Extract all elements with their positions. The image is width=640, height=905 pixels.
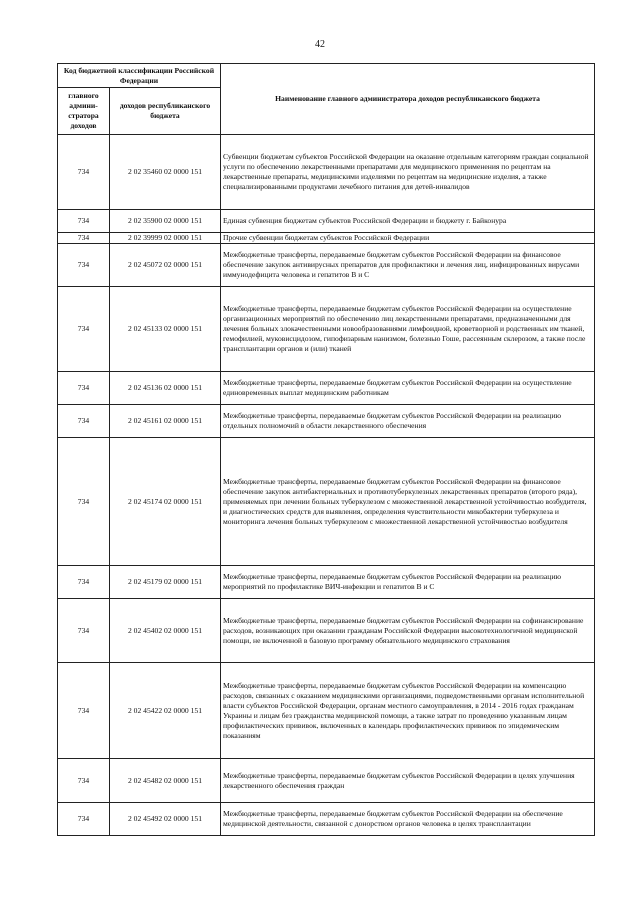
name-cell: Межбюджетные трансферты, передаваемые бюджетам субъектов Российской Федерации в целях улучшения лекарственного обеспечения граждан [221, 759, 595, 803]
table-body [58, 64, 595, 836]
table-row [58, 210, 595, 233]
table-row [58, 566, 595, 599]
code-cell: 2 02 45133 02 0000 151 [110, 287, 221, 372]
table-row [58, 135, 595, 210]
name-cell: Межбюджетные трансферты, передаваемые бюджетам субъектов Российской Федерации на реализацию отдельных полномочий в области лекарственного обеспечения [221, 405, 595, 438]
code-cell: 2 02 45482 02 0000 151 [110, 759, 221, 803]
admin-cell: 734 [58, 663, 110, 759]
code-cell: 2 02 45072 02 0000 151 [110, 244, 221, 287]
code-cell: 2 02 45161 02 0000 151 [110, 405, 221, 438]
admin-cell: 734 [58, 566, 110, 599]
name-cell: Единая субвенция бюджетам субъектов Российской Федерации и бюджету г. Байконура [221, 210, 595, 233]
header-col-name: Наименование главного администратора доходов республиканского бюджета [221, 64, 595, 135]
name-cell: Межбюджетные трансферты, передаваемые бюджетам субъектов Российской Федерации на финансовое обеспечение закупок антибактериальных и противотуберкулезных лекарственных препаратов (второго ряда), применяемых при лечении больных туберкулезом с множественной лекарственной устойчивостью возбудителя, и диагностических средств для выявления, определения чувствительности микобактерии туберкулеза и мониторинга лечения больных туберкулезом с множественной лекарственной устойчивостью возбудителя [221, 438, 595, 566]
name-cell: Межбюджетные трансферты, передаваемые бюджетам субъектов Российской Федерации на обеспечение медицинской деятельности, связанной с донорством органов человека в целях трансплантации [221, 803, 595, 836]
name-cell: Прочие субвенции бюджетам субъектов Российской Федерации [221, 233, 595, 244]
code-cell: 2 02 39999 02 0000 151 [110, 233, 221, 244]
table-row [58, 759, 595, 803]
code-cell: 2 02 45422 02 0000 151 [110, 663, 221, 759]
table-row [58, 372, 595, 405]
table-row [58, 803, 595, 836]
name-cell: Межбюджетные трансферты, передаваемые бюджетам субъектов Российской Федерации на осуществление организационных мероприятий по обеспечению лиц лекарственными препаратами, предназначенными для лечения больных злокачественными новообразованиями лимфоидной, кроветворной и родственных им тканей, гемофилией, муковисцидозом, гипофизарным нанизмом, болезнью Гоше, рассеянным склерозом, а также после трансплантации органов и (или) тканей [221, 287, 595, 372]
code-cell: 2 02 45174 02 0000 151 [110, 438, 221, 566]
admin-cell: 734 [58, 210, 110, 233]
admin-cell: 734 [58, 405, 110, 438]
header-col-code: доходов республиканского бюджета [110, 88, 221, 135]
admin-cell: 734 [58, 759, 110, 803]
admin-cell: 734 [58, 135, 110, 210]
table-row [58, 287, 595, 372]
header-row-group [58, 64, 595, 88]
table-row [58, 233, 595, 244]
code-cell: 2 02 45136 02 0000 151 [110, 372, 221, 405]
name-cell: Межбюджетные трансферты, передаваемые бюджетам субъектов Российской Федерации на реализацию мероприятий по профилактике ВИЧ-инфекции и гепатитов В и С [221, 566, 595, 599]
code-cell: 2 02 45402 02 0000 151 [110, 599, 221, 663]
admin-cell: 734 [58, 803, 110, 836]
table-row [58, 405, 595, 438]
admin-cell: 734 [58, 244, 110, 287]
code-cell: 2 02 35460 02 0000 151 [110, 135, 221, 210]
admin-cell: 734 [58, 599, 110, 663]
name-cell: Межбюджетные трансферты, передаваемые бюджетам субъектов Российской Федерации на осуществление единовременных выплат медицинским работникам [221, 372, 595, 405]
code-cell: 2 02 45492 02 0000 151 [110, 803, 221, 836]
name-cell: Межбюджетные трансферты, передаваемые бюджетам субъектов Российской Федерации на софинансирование расходов, возникающих при оказании гражданам Российской Федерации высокотехнологичной медицинской помощи, не включенной в базовую программу обязательного медицинского страхования [221, 599, 595, 663]
table-row [58, 438, 595, 566]
admin-cell: 734 [58, 372, 110, 405]
admin-cell: 734 [58, 438, 110, 566]
page-number: 42 [315, 39, 325, 50]
admin-cell: 734 [58, 287, 110, 372]
table-row [58, 599, 595, 663]
code-cell: 2 02 45179 02 0000 151 [110, 566, 221, 599]
header-col-admin: главного админи-стратора доходов [58, 88, 110, 135]
name-cell: Субвенции бюджетам субъектов Российской Федерации на оказание отдельным категориям граждан социальной услуги по обеспечению лекарственными препаратами для медицинского применения по рецептам на лекарственные препараты, медицинскими изделиями по рецептам на медицинские изделия, а также специализированными продуктами лечебного питания для детей-инвалидов [221, 135, 595, 210]
code-cell: 2 02 35900 02 0000 151 [110, 210, 221, 233]
header-group-title: Код бюджетной классификации Российской Федерации [58, 64, 221, 88]
admin-cell: 734 [58, 233, 110, 244]
budget-classification-table [57, 63, 595, 836]
table-row [58, 663, 595, 759]
table-row [58, 244, 595, 287]
name-cell: Межбюджетные трансферты, передаваемые бюджетам субъектов Российской Федерации на финансовое обеспечение закупок антивирусных препаратов для профилактики и лечения лиц, инфицированных вирусами иммунодефицита человека и гепатитов В и С [221, 244, 595, 287]
name-cell: Межбюджетные трансферты, передаваемые бюджетам субъектов Российской Федерации на компенсацию расходов, связанных с оказанием медицинскими организациями, подведомственными органам исполнительной власти субъектов Российской Федерации, органам местного самоуправления, в 2014 - 2016 годах гражданам Украины и лицам без гражданства медицинской помощи, а также затрат по проведению указанным лицам профилактических прививок, включенных в календарь профилактических прививок по эпидемическим показаниям [221, 663, 595, 759]
